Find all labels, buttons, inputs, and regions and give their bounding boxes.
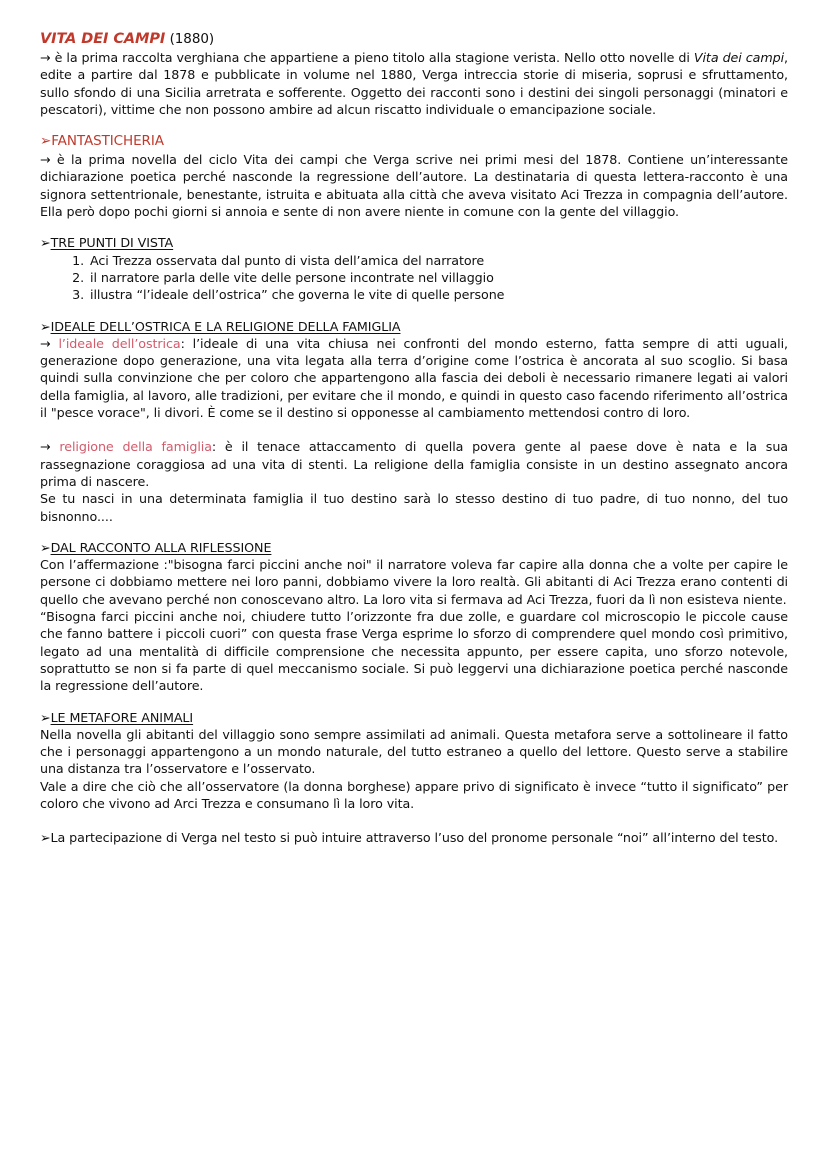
- intro-text-before: è la prima raccolta verghiana che appartiene a pieno titolo alla stagione verista. Nello otto novelle di: [50, 50, 694, 65]
- ideale-heading: [40, 318, 788, 335]
- religione-paragraph: [40, 438, 788, 490]
- list-item: 2. il narratore parla delle vite delle persone incontrate nel villaggio: [88, 269, 788, 286]
- racconto-paragraph-2: “Bisogna farci piccini anche noi, chiudere tutto l’orizzonte fra due zolle, e guardare col microscopio le piccole cause che fanno battere i piccoli cuori” con questa frase Verga esprime lo sforzo di comprendere quel mondo così primitivo, legato ad una mentalità di difficile comprensione che necessita appunto, per essere capita, uno sforzo notevole, soprattutto se non si fa parte di quel meccanismo sociale. Si può leggervi una dichiarazione poetica perché nasconde la regressione dell’autore.: [40, 609, 788, 694]
- paragraph-gap: [40, 812, 788, 829]
- list-item: 3. illustra “l’ideale dell’ostrica” che governa le vite di quelle persone: [88, 286, 788, 303]
- metafore-marker: ➢: [40, 709, 51, 725]
- metafore-paragraph-2: Vale a dire che ciò che all’osservatore (la donna borghese) appare privo di significato è invece “tutto il significato” per coloro che vivono ad Arci Trezza e consumano lì la loro vita.: [40, 778, 788, 811]
- tre-punti-marker: ➢: [40, 235, 51, 251]
- destino-paragraph: Se tu nasci in una determinata famiglia il tuo destino sarà lo stesso destino di tuo padre, di tuo nonno, del tuo bisnonno....: [40, 491, 788, 524]
- list-item: 1. Aci Trezza osservata dal punto di vista dell’amica del narratore: [88, 252, 788, 269]
- ideale-marker: ➢: [40, 318, 51, 334]
- fantasticheria-heading: ➢FANTASTICHERIA: [40, 133, 164, 150]
- religione-arrow: →: [40, 439, 60, 455]
- racconto-heading-text: DAL RACCONTO ALLA RIFLESSIONE: [50, 539, 272, 555]
- document-title-year: (1880): [169, 31, 215, 47]
- racconto-heading: [40, 539, 788, 556]
- religione-highlight: religione della famiglia: [59, 439, 212, 455]
- intro-text-after: , edite a partire dal 1878 e pubblicate in volume nel 1880, Verga intreccia storie di miseria, soprusi e sfruttamento, sullo sfondo di una Sicilia arretrata e sofferente. Oggetto dei racconti sono i destini dei singoli personaggi (minatori e pescatori), vittime che non possono ambire ad alcun riscatto individuale o emancipazione sociale.: [40, 50, 788, 117]
- intro-italic-title: Vita dei campi: [693, 50, 785, 65]
- intro-paragraph: [40, 49, 788, 118]
- document-title-line: [40, 30, 788, 49]
- tre-punti-list: [40, 252, 788, 304]
- ideale-heading-text: IDEALE DELL’OSTRICA E LA RELIGIONE DELLA FAMIGLIA: [50, 318, 401, 334]
- paragraph-gap: [40, 421, 788, 438]
- fantasticheria-paragraph: → è la prima novella del ciclo Vita dei campi che Verga scrive nei primi mesi del 1878. Contiene un’interessante dichiarazione poetica perché nasconde la regressione dell’autore. La destinataria di questa lettera-racconto è una signora settentrionale, benestante, istruita e abituata alla città che aveva visitato Aci Trezza in compagnia dell’autore. Ella però dopo pochi giorni si annoia e sente di non avere niente in comune con la gente del villaggio.: [40, 152, 788, 220]
- tre-punti-heading-text: TRE PUNTI DI VISTA: [50, 235, 174, 251]
- ideale-text: : l’ideale di una vita chiusa nei confronti del mondo esterno, fatta sempre di atti uguali, generazione dopo generazione, una vita legata alla terra d’origine come l’ostrica è ancorata al suo scoglio. Si basa quindi sulla convinzione che per coloro che appartengono alla fascia dei deboli è necessario rimanere legati ai valori della famiglia, al lavoro, alle tradizioni, per evitare che il mondo, e quindi in questo caso facendo riferimento all’ostrica il "pesce vorace", li divori. È come se il destino si opponesse al cambiamento mettendosi contro di loro.: [40, 335, 788, 421]
- tre-punti-heading: [40, 234, 788, 251]
- metafore-paragraph-1: Nella novella gli abitanti del villaggio sono sempre assimilati ad animali. Questa metafora serve a sottolineare il fatto che i personaggi appartengono a un mondo naturale, del tutto estraneo a quello del lettore. Questo serve a stabilire una distanza tra l’osservatore e l’osservato.: [40, 726, 788, 777]
- ideale-highlight: l’ideale dell’ostrica: [58, 335, 181, 351]
- document-page: [40, 30, 788, 847]
- ideale-paragraph: [40, 335, 788, 421]
- conclusione-paragraph: ➢La partecipazione di Verga nel testo si può intuire attraverso l’uso del pronome personale “noi” all’interno del testo.: [40, 830, 779, 846]
- metafore-heading-text: LE METAFORE ANIMALI: [50, 709, 194, 725]
- racconto-marker: ➢: [40, 539, 51, 555]
- ideale-arrow: →: [40, 335, 59, 351]
- document-title: VITA DEI CAMPI: [40, 31, 166, 47]
- metafore-heading: [40, 709, 788, 726]
- racconto-paragraph-1: Con l’affermazione :"bisogna farci piccini anche noi" il narratore voleva far capire alla donna che a volte per capire le persone ci dobbiamo mettere nei loro panni, dobbiamo vivere la loro realtà. Gli abitanti di Aci Trezza erano contenti di quello che avevano perché non conoscevano altro. La loro vita si fermava ad Aci Trezza, fuori da lì non esisteva niente.: [40, 557, 788, 607]
- intro-arrow: →: [40, 50, 51, 65]
- religione-text: : è il tenace attaccamento di quella povera gente al paese dove è nata e la sua rassegnazione coraggiosa ad una vita di stenti. La religione della famiglia consiste in un destino assegnato ancora prima di nascere.: [40, 439, 788, 489]
